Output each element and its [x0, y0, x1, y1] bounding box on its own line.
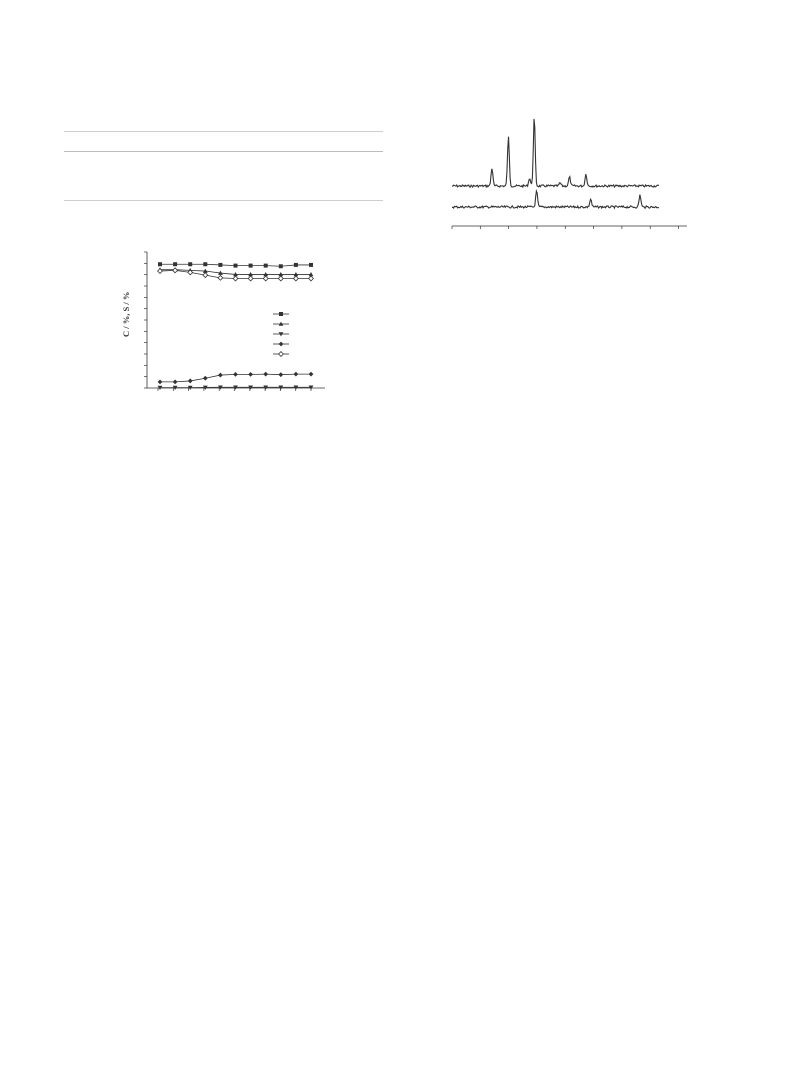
marker-square: [309, 263, 313, 267]
marker-square: [294, 263, 298, 267]
right-spectrum-chart: [445, 108, 695, 238]
table-bottom-rule: [64, 200, 383, 201]
series-4: [158, 372, 314, 385]
marker-diamond-open: [263, 276, 268, 281]
marker-diamond-open: [233, 276, 238, 281]
marker-diamond: [158, 379, 163, 384]
marker-diamond: [294, 372, 299, 377]
marker-diamond: [218, 373, 223, 378]
series-1: [158, 262, 313, 268]
marker-diamond: [278, 372, 283, 377]
marker-diamond: [173, 379, 178, 384]
trace-lower: [452, 191, 659, 208]
marker-square: [173, 262, 177, 266]
marker-diamond-open: [203, 273, 208, 278]
table-header-rule: [64, 151, 383, 152]
marker-square: [264, 264, 268, 268]
marker-square: [234, 264, 238, 268]
marker-square: [158, 262, 162, 266]
marker-diamond-open: [278, 276, 283, 281]
legend-item-5: [273, 352, 289, 357]
marker-diamond-open: [279, 352, 284, 357]
marker-square: [203, 262, 207, 266]
marker-square: [279, 312, 283, 316]
marker-square: [249, 264, 253, 268]
table-top-rule: [64, 131, 383, 132]
marker-diamond: [263, 372, 268, 377]
series-2: [158, 267, 314, 276]
marker-diamond-open: [294, 276, 299, 281]
marker-diamond: [203, 376, 208, 381]
marker-square: [218, 263, 222, 267]
legend-item-1: [273, 312, 289, 316]
marker-diamond-open: [309, 276, 314, 281]
marker-diamond: [188, 379, 193, 384]
legend-item-3: [273, 332, 289, 336]
marker-diamond: [309, 372, 314, 377]
legend-item-4: [273, 342, 289, 347]
trace-upper: [452, 119, 659, 187]
marker-diamond-open: [173, 268, 178, 273]
marker-diamond: [248, 372, 253, 377]
left-line-chart: [130, 245, 340, 405]
marker-diamond: [233, 372, 238, 377]
legend-item-2: [273, 322, 289, 326]
left-chart-ylabel: C / %, S / %: [121, 291, 131, 337]
marker-square: [279, 264, 283, 268]
marker-diamond: [279, 342, 284, 347]
marker-diamond-open: [248, 276, 253, 281]
marker-diamond-open: [218, 275, 223, 280]
legend: [273, 312, 289, 356]
marker-square: [188, 262, 192, 266]
